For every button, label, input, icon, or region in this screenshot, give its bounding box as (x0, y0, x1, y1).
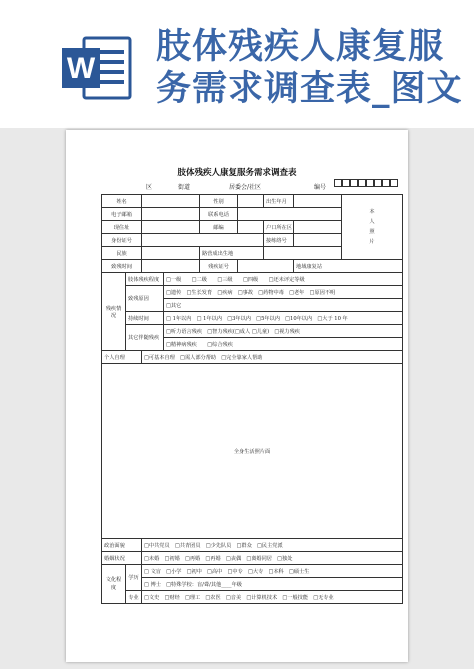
ethnicity-field[interactable] (142, 247, 200, 260)
full-body-photo-area[interactable] (102, 364, 403, 539)
street-label: 街道 (178, 184, 191, 191)
svg-text:W: W (66, 52, 96, 85)
email-label: 电子邮箱 (102, 208, 142, 221)
rehab-station-label: 地域康复站 (294, 260, 403, 273)
other-disability-label: 其它伴随残疾 (126, 325, 164, 351)
word-document-icon (60, 36, 132, 100)
hukou-field[interactable] (294, 221, 342, 234)
ethnicity-label: 民族 (102, 247, 142, 260)
number-label: 编号 (314, 184, 327, 191)
number-box[interactable] (334, 179, 342, 187)
banner-title: 肢体残疾人康复服务需求调查表_图文 (156, 27, 463, 109)
major-label: 专业 (126, 591, 142, 604)
other-disability-options-1[interactable]: □听力语言残疾 □智力残疾(□成人 □儿童) □视力残疾 (164, 325, 403, 338)
postcode-label: 邮编 (200, 221, 238, 234)
address-field[interactable] (142, 221, 200, 234)
disability-card-field[interactable] (238, 260, 294, 273)
self-care-label: 个人自理 (102, 351, 142, 364)
address-label: 现住址 (102, 221, 142, 234)
email-field[interactable] (142, 208, 200, 221)
birth-label: 出生年月 (264, 195, 294, 208)
district-label: 区 (146, 184, 153, 191)
politics-options[interactable]: □中共党员 □共青团员 □少先队员 □群众 □民主党派 (142, 539, 403, 552)
number-box[interactable] (350, 179, 358, 187)
disability-section-label: 残疾情况 (102, 273, 126, 351)
contact-field[interactable] (294, 234, 342, 247)
survey-form-table (101, 194, 403, 604)
community-label: 居委会/社区 (229, 184, 262, 191)
cause-label: 致残原因 (126, 286, 164, 312)
number-box[interactable] (342, 179, 350, 187)
disability-card-label: 残疾证号 (200, 260, 238, 273)
photo-label: 本人照片 (369, 209, 375, 245)
degree-label: 肢体残疾程度 (126, 273, 164, 286)
gender-label: 性别 (200, 195, 238, 208)
phone-label: 联系电话 (200, 208, 238, 221)
disability-time-label: 致残时间 (102, 260, 142, 273)
phone-field[interactable] (238, 208, 342, 221)
id-number-label: 身份证号 (102, 234, 142, 247)
number-box[interactable] (390, 179, 398, 187)
disability-time-field[interactable] (142, 260, 200, 273)
id-number-field[interactable] (142, 234, 264, 247)
self-care-options[interactable]: □可基本自理 □需人部分帮助 □完全靠家人帮助 (142, 351, 403, 364)
number-box[interactable] (374, 179, 382, 187)
banner (0, 0, 474, 128)
number-box[interactable] (382, 179, 390, 187)
birth-field[interactable] (294, 195, 342, 208)
gender-field[interactable] (238, 195, 264, 208)
document-title: 肢体残疾人康复服务需求调查表 (177, 168, 297, 178)
marriage-options[interactable]: □未婚 □初婚 □再婚 □再婚 □丧偶 □离婚同居 □独处 (142, 552, 403, 565)
major-options[interactable]: □文史 □财经 □理工 □农医 □音美 □计算机技术 □一般技能 □无专业 (142, 591, 403, 604)
postcode-field[interactable] (238, 221, 264, 234)
hukou-label: 户口所在区 (264, 221, 294, 234)
birthplace-label: 路营成出生地 (200, 247, 264, 260)
name-field[interactable] (142, 195, 200, 208)
name-label: 姓名 (102, 195, 142, 208)
marriage-label: 婚姻状况 (102, 552, 142, 565)
degree-level-options-2[interactable]: □ 博士 □特殊学校：盲/聋/其他____年级 (142, 578, 403, 591)
duration-label: 持续时间 (126, 312, 164, 325)
degree-level-options-1[interactable]: □ 文盲 □小学 □初中 □高中 □中专 □大专 □本科 □硕士生 (142, 565, 403, 578)
politics-label: 政治面貌 (102, 539, 142, 552)
duration-options[interactable]: □ 1年以内 □ 1年以内 □3年以内 □5年以内 □10年以内 □大于 10 年 (164, 312, 403, 325)
contact-label: 接练络号 (264, 234, 294, 247)
cause-options-1[interactable]: □遗传 □生长发育 □疾病 □事故 □药物中毒 □老年 □原因不明 (164, 286, 403, 299)
document-page (66, 130, 408, 662)
degree-options[interactable]: □一级 □二级 □三级 □四级 □还未评定等级 (164, 273, 403, 286)
number-box[interactable] (366, 179, 374, 187)
photo-box[interactable] (342, 195, 403, 260)
number-box[interactable] (358, 179, 366, 187)
cause-options-2[interactable]: □其它 (164, 299, 403, 312)
degree-level-label: 学历 (126, 565, 142, 591)
birthplace-field[interactable] (264, 247, 342, 260)
education-section-label: 文化程度 (102, 565, 126, 604)
other-disability-options-2[interactable]: □精神病残疾 □综合残疾 (164, 338, 403, 351)
full-photo-label: 全身生活照片面 (233, 448, 271, 455)
